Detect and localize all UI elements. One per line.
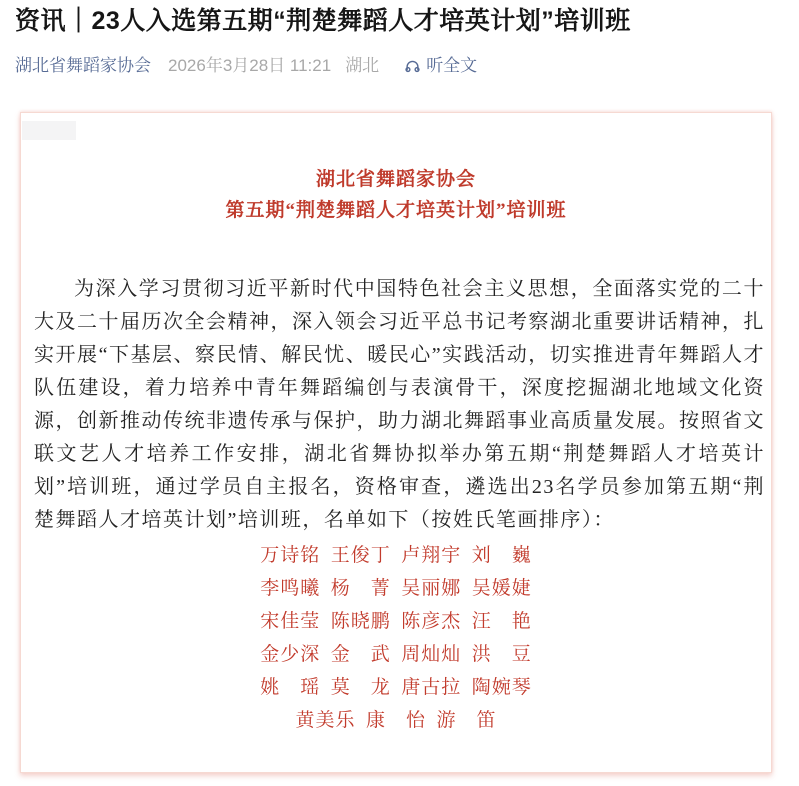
name-row: 姚 瑶 莫 龙 唐古拉 陶婉琴	[260, 677, 532, 698]
author-link[interactable]: 湖北省舞蹈家协会	[15, 56, 151, 75]
listen-fulltext-button[interactable]	[404, 55, 477, 77]
name-row: 宋佳莹 陈晓鹏 陈彦杰 汪 艳	[260, 611, 532, 632]
doc-paragraph: 为深入学习贯彻习近平新时代中国特色社会主义思想，全面落实党的二十大及二十届历次全会精神，深入领会习近平总书记考察湖北重要讲话精神，扎实开展“下基层、察民情、解民忧、暖民心”实践活动，切实推进青年舞蹈人才队伍建设，着力培养中青年舞蹈编创与表演骨干，深度挖掘湖北地域文化资源，创新推动传统非遗传承与保护，助力湖北舞蹈事业高质量发展。按照省文联文艺人才培养工作安排，湖北省舞协拟举办第五期“荆楚舞蹈人才培英计划”培训班，通过学员自主报名，资格审查，遴选出23名学员参加第五期“荆楚舞蹈人才培英计划”培训班，名单如下（按姓氏笔画排序）：	[34, 278, 765, 531]
selected-names-list	[21, 539, 771, 737]
redacted-logo-block	[22, 121, 76, 140]
byline	[15, 55, 477, 77]
name-row: 李鸣曦 杨 菁 吴丽娜 吴媛婕	[260, 578, 532, 599]
article-title: 资讯｜23人入选第五期“荆楚舞蹈人才培英计划”培训班	[15, 7, 631, 35]
doc-title-line: 第五期“荆楚舞蹈人才培英计划”培训班	[225, 200, 567, 221]
name-row: 金少深 金 武 周灿灿 洪 豆	[260, 644, 532, 665]
headphones-icon	[404, 58, 421, 75]
listen-label: 听全文	[426, 56, 478, 75]
name-row: 黄美乐 康 怡 游 笛	[295, 710, 497, 731]
name-row: 万诗铭 王俊丁 卢翔宇 刘 巍	[260, 545, 532, 566]
publish-location: 湖北	[345, 56, 380, 75]
publish-date: 2026年3月28日 11:21	[168, 56, 332, 75]
notice-document-image[interactable]	[20, 112, 772, 773]
doc-org-line: 湖北省舞蹈家协会	[315, 169, 476, 190]
